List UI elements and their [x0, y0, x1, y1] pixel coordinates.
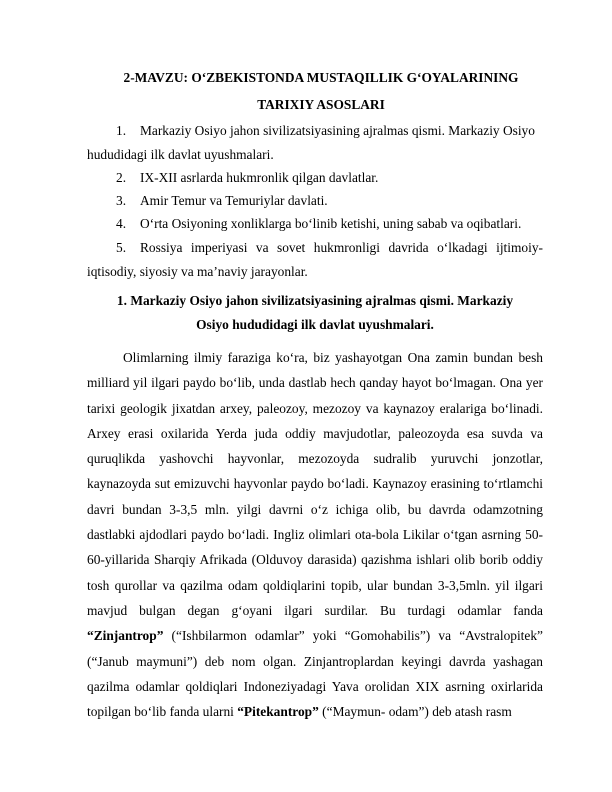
plan-item-2: [87, 166, 543, 189]
paragraph-text-2: (“Ishbilarmon odamlar” yoki “Gomohabilis”) va “Avstralopitek” (“Janub maymuni”) deb nom olgan. Zinjantroplardan keyingi davrda yashagan qazilma odamlar qoldiqlari Indoneziyadagi Yava orolidan XIX asrning oxirlarida topilgan bo‘lib fanda ularni: [87, 628, 543, 720]
section-heading-line-2: Osiyo hududidagi ilk davlat uyushmalari.: [196, 317, 434, 332]
section-heading-line-1: 1. Markaziy Osiyo jahon sivilizatsiyasining ajralmas qismi. Markaziy: [116, 293, 514, 308]
plan-item-3: [87, 189, 543, 212]
term-zinjantrop: “Zinjantrop”: [87, 628, 164, 644]
paragraph-text-3: (“Maymun- odam”) deb atash rasm: [318, 704, 512, 720]
plan-item-1-continuation: hududidagi ilk davlat uyushmalari.: [87, 147, 274, 162]
plan-item-4: [87, 212, 543, 235]
plan-item-text: IX-XII asrlarda hukmronlik qilgan davlatlar.: [140, 170, 379, 185]
plan-item-1: [87, 119, 543, 142]
term-pitekantrop: “Pitekantrop”: [237, 704, 319, 720]
paragraph-text-1: Olimlarning ilmiy faraziga ko‘ra, biz yashayotgan Ona zamin bundan besh milliard yil ilgari paydo bo‘lib, unda dastlab hech qanday hayot bo‘lmagan. Ona yer tarixi geologik jixatdan arxey, paleozoy, mezozoy va kaynazoy eralariga bo‘linadi. Arxey erasi oxilarida Yerda juda oddiy mavjudotlar, paleozoyda esa suvda va quruqlikda yashovchi hayvonlar, mezozoyda sudralib yuruvchi jonzotlar, kaynazoyda sut emizuvchi hayvonlar paydo bo‘ladi. Kaynazoy erasining to‘rtlamchi davri bundan 3-3,5 mln. yilgi davrni o‘z ichiga olib, bu davrda odamzotning dastlabki ajdodlari paydo bo‘ladi. Ingliz olimlari ota-bola Likilar o‘tgan asrning 50-60-yillarida Sharqiy Afrikada (Olduvoy darasida) qazishma ishlari olib borib oddiy tosh qurollar va qazilma odam qoldiqlarini topib, ular bundan 3-3,5mln. yil ilgari mavjud bulgan degan g‘oyani ilgari surdilar. Bu turdagi odamlar fanda: [87, 350, 543, 618]
plan-item-text: Rossiya imperiyasi va sovet hukmronligi davrida o‘lkadagi ijtimoiy-: [140, 240, 543, 255]
section-heading-line-2-wrap: [87, 313, 543, 336]
plan-item-text: Markaziy Osiyo jahon sivilizatsiyasining ajralmas qismi. Markaziy Osiyo: [140, 123, 535, 138]
plan-item-number: 5.: [116, 240, 127, 255]
section-heading: [87, 289, 543, 312]
title-line-2: TARIXIY ASOSLARI: [257, 97, 385, 112]
title-line-1: 2-MAVZU: O‘ZBEKISTONDA MUSTAQILLIK G‘OYALARINING: [123, 70, 519, 85]
document-title: [88, 68, 554, 88]
document-title-line-2: [88, 95, 554, 115]
body-paragraph: [87, 345, 543, 724]
plan-item-text: Amir Temur va Temuriylar davlati.: [140, 193, 328, 208]
plan-item-5: [87, 236, 543, 259]
plan-item-number: 2.: [116, 170, 127, 185]
plan-item-5-continuation: iqtisodiy, siyosiy va ma’naviy jarayonlar.: [87, 264, 308, 279]
plan-item-number: 3.: [116, 193, 127, 208]
plan-item-text: O‘rta Osiyoning xonliklarga bo‘linib ketishi, uning sabab va oqibatlari.: [140, 216, 522, 231]
plan-item-number: 1.: [116, 123, 127, 138]
plan-item-number: 4.: [116, 216, 127, 231]
